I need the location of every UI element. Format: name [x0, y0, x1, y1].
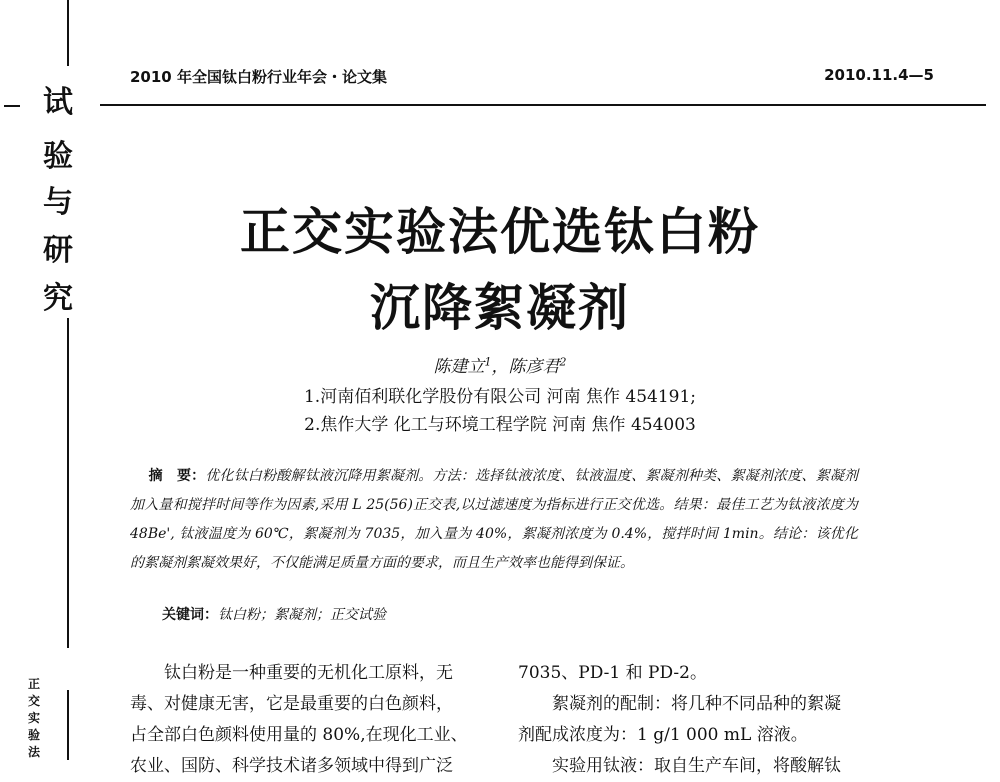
body-column-left	[130, 658, 500, 782]
body-line: 实验用钛液：取自生产车间，将酸解钛	[552, 756, 841, 776]
running-title-char: 实	[27, 711, 40, 725]
author-1: 陈建立	[433, 357, 485, 377]
keywords	[162, 604, 386, 624]
author-2: ，陈彦君	[491, 357, 560, 377]
section-label-char: 究	[43, 281, 73, 316]
body-line: 毒、对健康无害，它是最重要的白色颜料，	[130, 694, 453, 714]
keywords-label: 关键词：	[162, 607, 218, 623]
body-line: 7035、PD-1 和 PD-2。	[518, 663, 707, 683]
affiliation-2: 2.焦作大学 化工与环境工程学院 河南 焦作 454003	[304, 415, 696, 435]
abstract	[130, 462, 858, 578]
running-title-char: 交	[27, 694, 40, 708]
section-label-char: 研	[43, 233, 73, 268]
journal-header: 2010 年全国钛白粉行业年会・论文集	[130, 68, 387, 86]
header-rule	[100, 104, 986, 106]
running-title-char: 法	[27, 745, 40, 759]
keywords-text: 钛白粉；絮凝剂；正交试验	[218, 607, 386, 623]
section-label-char: 试	[43, 85, 73, 120]
body-line: 剂配成浓度为：1 g/1 000 mL 溶液。	[518, 725, 808, 745]
paper-title-line-2: 沉降絮凝剂	[370, 279, 630, 337]
author-1-affil: 1	[484, 355, 492, 369]
body-column-right	[518, 658, 888, 782]
margin-rule-top	[67, 0, 69, 66]
margin-rule-bottom	[67, 690, 69, 760]
affiliation-1: 1.河南佰利联化学股份有限公司 河南 焦作 454191;	[303, 387, 697, 407]
running-title-char: 验	[27, 728, 40, 742]
margin-tick	[4, 105, 20, 107]
body-line: 钛白粉是一种重要的无机化工原料，无	[164, 663, 453, 683]
abstract-text: 优化钛白粉酸解钛液沉降用絮凝剂。方法：选择钛液浓度、钛液温度、絮凝剂种类、絮凝剂浓度、絮凝剂加入量和搅拌时间等作为因素,采用 L 25(56)正交表,以过滤速度为指标进行正交优选。结果：最佳工艺为钛液浓度为 48Be', 钛液温度为 60℃，絮凝剂为 7035，加入量为 40%，絮凝剂浓度为 0.4%，搅拌时间 1min。结论：该优化的絮凝剂絮凝效果好，不仅能满足质量方面的要求，而且生产效率也能得到保证。	[130, 468, 859, 571]
authors	[120, 352, 880, 377]
body-line: 农业、国防、科学技术诸多领域中得到广泛	[130, 756, 453, 776]
abstract-label: 摘 要：	[148, 468, 206, 484]
margin-rule-middle	[67, 318, 69, 648]
body-line: 占全部白色颜料使用量的 80%,在现化工业、	[130, 725, 468, 745]
running-title-char: 正	[27, 677, 40, 691]
author-2-affil: 2	[559, 355, 567, 369]
paper-title-line-1: 正交实验法优选钛白粉	[240, 203, 760, 261]
section-label-char: 验	[43, 139, 73, 174]
body-line: 絮凝剂的配制：将几种不同品种的絮凝	[552, 694, 841, 714]
header-date: 2010.11.4—5	[824, 66, 934, 84]
section-label-char: 与	[43, 185, 73, 220]
